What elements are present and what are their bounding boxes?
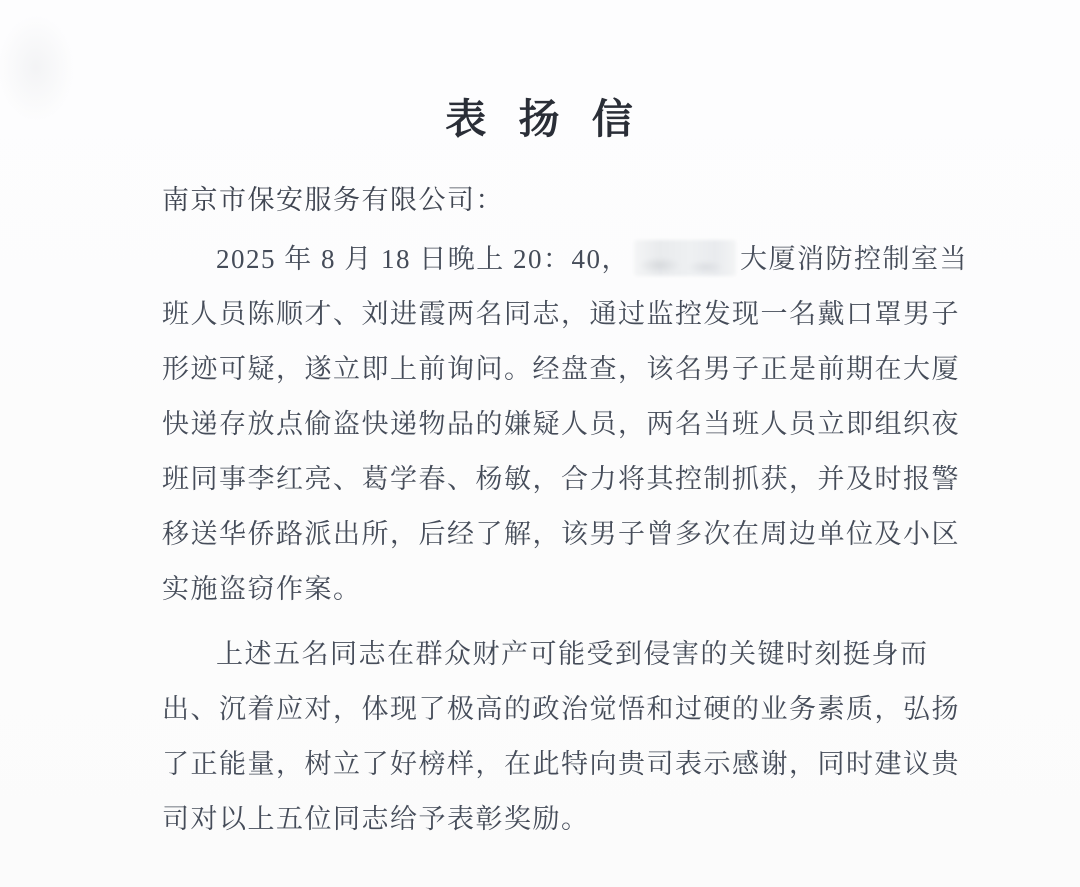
salutation-line: 南京市保安服务有限公司： xyxy=(162,185,504,215)
paragraph-incident xyxy=(162,232,968,617)
text-line xyxy=(162,232,968,287)
text-line: 实施盗窃作案。 xyxy=(162,574,362,604)
letter-title: 表 扬 信 xyxy=(445,96,635,142)
letter-body xyxy=(162,232,968,847)
text-line: 班同事李红亮、葛学春、杨敏，合力将其控制抓获，并及时报警 xyxy=(162,464,960,494)
text-line: 班人员陈顺才、刘进霞两名同志，通过监控发现一名戴口罩男子 xyxy=(162,299,960,329)
text-segment: 2025 年 8 月 18 日晚上 20：40， xyxy=(216,244,630,274)
text-line: 上述五名同志在群众财产可能受到侵害的关键时刻挺身而 xyxy=(216,639,929,669)
paragraph-commendation xyxy=(162,627,960,847)
redaction-blur xyxy=(634,240,736,276)
text-segment: 大厦消防控制室当 xyxy=(740,244,968,274)
text-line: 出、沉着应对，体现了极高的政治觉悟和过硬的业务素质，弘扬 xyxy=(162,694,960,724)
text-line: 快递存放点偷盗快递物品的嫌疑人员，两名当班人员立即组织夜 xyxy=(162,409,960,439)
text-line: 形迹可疑，遂立即上前询问。经盘查，该名男子正是前期在大厦 xyxy=(162,354,960,384)
text-line: 了正能量，树立了好榜样，在此特向贵司表示感谢，同时建议贵 xyxy=(162,749,960,779)
text-line: 司对以上五位同志给予表彰奖励。 xyxy=(162,804,590,834)
text-line: 移送华侨路派出所，后经了解，该男子曾多次在周边单位及小区 xyxy=(162,519,960,549)
